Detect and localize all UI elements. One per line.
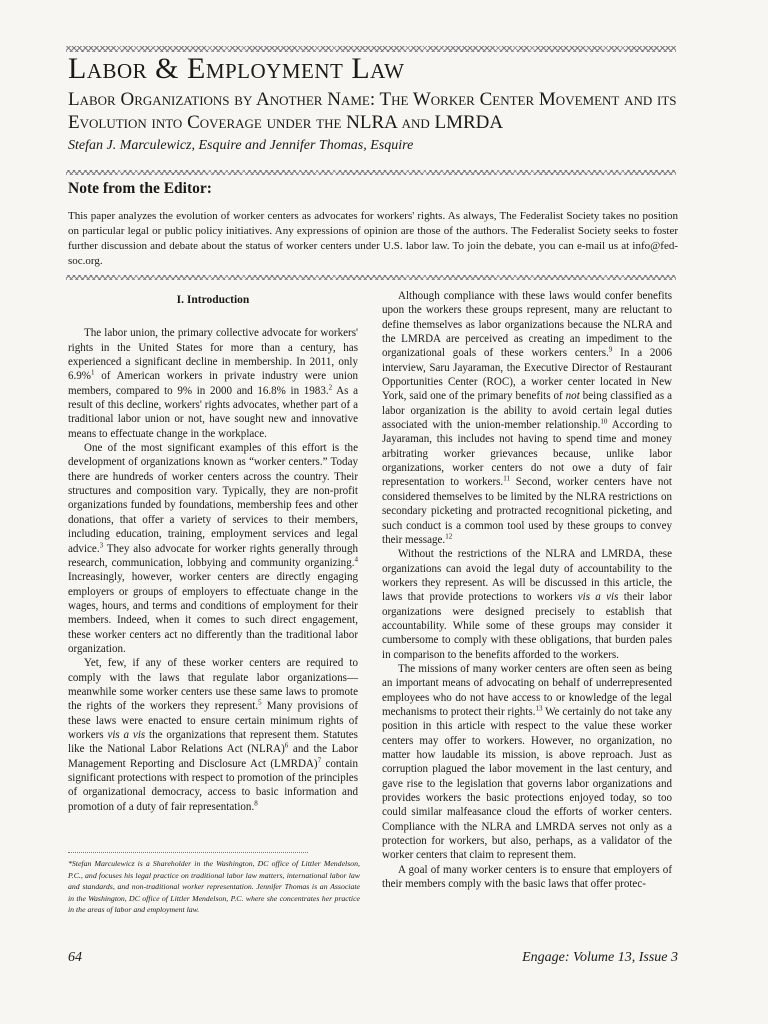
paragraph: A goal of many worker centers is to ensure that employers of their members comply with the basic laws that offer protec- <box>382 863 672 891</box>
right-column <box>382 289 672 891</box>
footnote-ref: 6 <box>284 741 289 750</box>
editor-note-bottom-rule <box>66 275 676 280</box>
author-footnote: *Stefan Marculewicz is a Shareholder in the Washington, DC office of Littler Mendelson, P.C., and focuses his legal practice on traditional labor law matters, international labor law and standards, and non-traditional worker representation. Jennifer Thomas is an Associate in the Washington, DC office of Littler Mendelson, P.C. where she concentrates her practice in the areas of labor and employment law. <box>68 859 360 914</box>
section-title: Labor & Employment Law <box>68 52 405 85</box>
editor-note-heading: Note from the Editor: <box>68 180 212 197</box>
footnote-ref: 4 <box>354 555 358 564</box>
editor-note-body: This paper analyzes the evolution of worker centers as advocates for workers' rights. As always, The Federalist Society takes no position on particular legal or public policy initiatives. Any expressions of opinion are those of the authors. The Federalist Society seeks to foster further discussion and debate about the status of worker centers under U.S. labor law. To join the debate, you can e-mail us at info@fed-soc.org. <box>68 210 678 267</box>
introduction-heading: I. Introduction <box>176 294 250 306</box>
footnote-ref: 8 <box>254 799 258 808</box>
paragraph: Without the restrictions of the NLRA and LMRDA, these organizations can avoid the legal duty of accountability to the workers they represent. As will be discussed in this article, the laws that provide protections to workers vis a vis their labor organizations were designed precisely to establish that accountability. While some of these groups may consider it cumbersome to comply with these obligations, that burden pales in comparison to the benefits afforded to the workers. <box>382 548 672 661</box>
footnote-ref: 13 <box>535 704 543 713</box>
footnote-ref: 1 <box>91 368 95 377</box>
footnote-ref: 3 <box>99 540 104 549</box>
paragraph: The missions of many worker centers are often seen as being an important means of advocating on behalf of underrepresented employees who do not have access to or knowledge of the legal mechanisms to protect their rights.$^{13}$ We certainly do not take any position in this article with respect to the value these worker centers may offer to workers. However, no organization, no matter how laudable its mission, is above reproach. Just as corruption plagued the labor movement in the last century, and gave rise to the legislation that governs labor organizations and provides workers the basic protections enjoyed today, so too could similar malfeasance cloud the efforts of worker centers. Compliance with the NLRA and LMRDA serves not only as a protection for workers, but also, perhaps, as a validator of the worker centers that claim to represent them. <box>382 662 672 862</box>
article-title: Labor Organizations by Another Name: The Worker Center Movement and its Evolution into Coverage under the NLRA and LMRDA <box>68 89 677 133</box>
footnote-ref: 10 <box>600 417 608 426</box>
footnote-ref: 2 <box>328 383 333 392</box>
footnote-ref: 12 <box>445 532 453 541</box>
editor-note-top-rule <box>66 170 676 175</box>
paragraph: The labor union, the primary collective advocate for workers' rights in the United States for more than a century, has experienced a significant decline in membership. In 2011, only 6.9%$^1$ of American workers in private industry were union members, compared to 9% in 2000 and 16.8% in 1983.$^2$ As a result of this decline, workers' rights advocates, whether part of a traditional labor union or not, have sought new and innovative means to effectuate change in the workplace. <box>68 327 358 440</box>
paragraph: Yet, few, if any of these worker centers are required to comply with the laws that regulate labor organizations—meanwhile some worker centers use these same laws to promote the rights of the workers they represent.$^5$ Many provisions of these laws were enacted to ensure certain minimum rights of workers vis a vis the organizations that represent them. Statutes like the National Labor Relations Act (NLRA)$^6$ and the Labor Management Reporting and Disclosure Act (LMRDA)$^7$ contain significant protections with respect to promotion of the principles of organizational democracy, access to basic information and promotion of a duty of fair representation.$^8$ <box>68 657 359 813</box>
footnote-ref: 11 <box>503 474 510 483</box>
paragraph: Although compliance with these laws would confer benefits upon the workers these groups represent, many are reluctant to define themselves as labor organizations because the NLRA and the LMRDA are perceived as creating an impediment to the organizational goals of these workers centers.$^9$ In a 2006 interview, Saru Jayaraman, the Executive Director of Restaurant Opportunities Center (ROC), a worker center located in New York, said one of the primary benefits of not being classified as a labor organization is the ability to avoid certain legal duties associated with the union-member relationship.$^{10}$ According to Jayaraman, this includes not having to spend time and money arbitrating worker grievances because, unlike labor organizations, worker centers do not owe a duty of fair representation to workers.$^{11}$ Second, worker centers have not considered themselves to be limited by the NLRA restrictions on secondary picketing and protracted recognitional picketing, and such conduct is a common tool used by these groups to convey their message.$^{12}$ <box>382 290 672 546</box>
journal-reference: Engage: Volume 13, Issue 3 <box>522 950 678 965</box>
footnote-ref: 5 <box>258 698 262 707</box>
footnote-ref: 9 <box>608 345 613 354</box>
article-authors: Stefan J. Marculewicz, Esquire and Jennifer Thomas, Esquire <box>68 138 414 153</box>
left-column <box>68 289 358 814</box>
paragraph: One of the most significant examples of this effort is the development of organizations known as “worker centers.” Today there are hundreds of worker centers across the country. Their structures and composition vary. Typically, they are non-profit organizations funded by foundations, membership fees and other donations, that offer a variety of services to their members, including education, training, employment services and legal advice.$^3$ They also advocate for worker rights generally through research, communication, lobbying and community organizing.$^4$ Increasingly, however, worker centers are directly engaging employers or groups of employers to effectuate change in the wages, hours, and terms and conditions of employment for their members. Indeed, when it comes to such direct engagement, these worker centers act no differently than the traditional labor organization. <box>68 442 358 655</box>
footnote-separator <box>68 852 308 853</box>
page-number: 64 <box>68 950 82 965</box>
footnote-ref: 7 <box>317 755 322 764</box>
